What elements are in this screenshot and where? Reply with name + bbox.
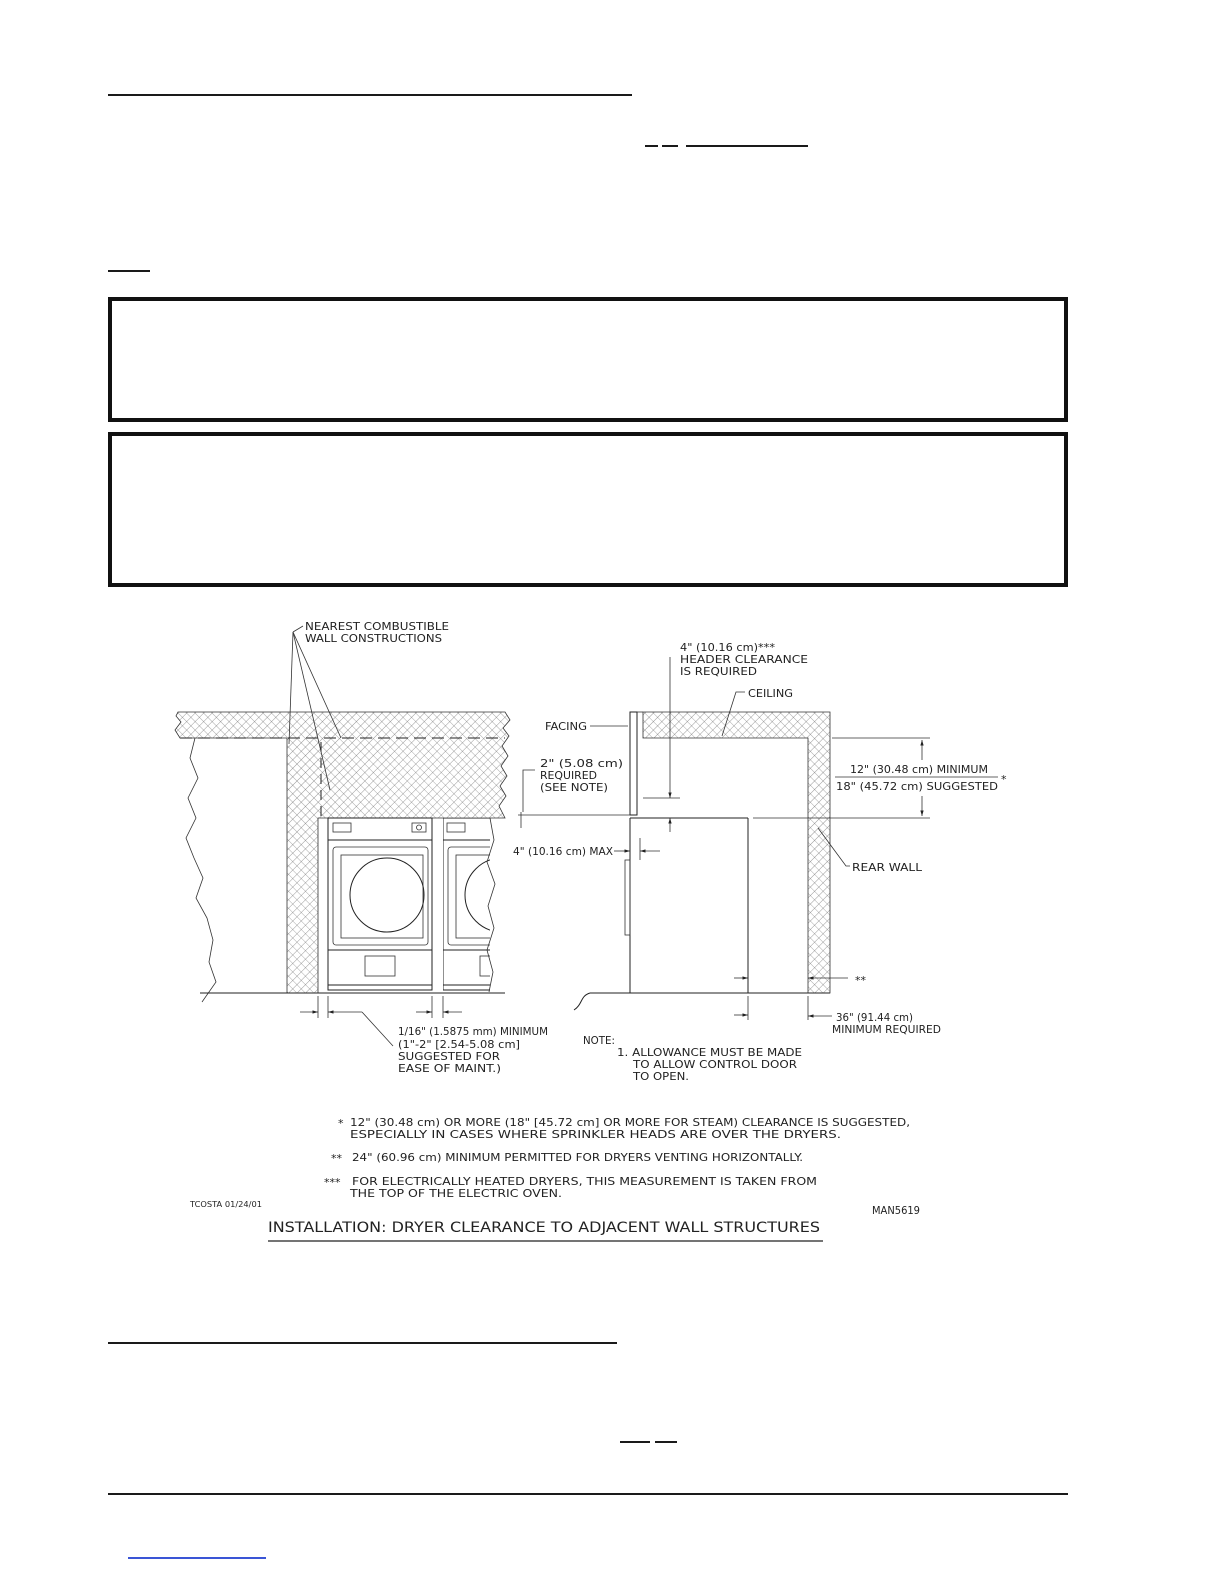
figure-caption: INSTALLATION: DRYER CLEARANCE TO ADJACENT WALL STRUCTURES [268, 1220, 821, 1236]
rear-clearance-mark: ** [855, 974, 866, 987]
ceiling-and-side-wall-hatch [175, 712, 510, 993]
front-clearance-line1: 36" (91.44 cm) [836, 1011, 913, 1024]
footnote-2-line1: 24" (60.96 cm) MINIMUM PERMITTED FOR DRYERS VENTING HORIZONTALLY. [352, 1151, 803, 1164]
header-clearance-dimension [643, 657, 680, 832]
note-heading: NOTE: [583, 1034, 615, 1047]
note-line2: TO ALLOW CONTROL DOOR [631, 1058, 798, 1071]
drawing-number: MAN5619 [872, 1204, 920, 1217]
note-line1: 1. ALLOWANCE MUST BE MADE [617, 1046, 803, 1059]
footnote-3-line2: THE TOP OF THE ELECTRIC OVEN. [348, 1187, 562, 1200]
footnotes [324, 1116, 910, 1200]
header-clearance-line3: IS REQUIRED [680, 665, 757, 678]
side-gap-label-line2: (1"-2" [2.54-5.08 cm] [398, 1038, 520, 1051]
side-max-dimension [614, 838, 660, 860]
facing [630, 712, 637, 815]
side-gap-label-line4: EASE OF MAINT.) [398, 1062, 501, 1075]
facing-label: FACING [545, 720, 587, 733]
note-line3: TO OPEN. [631, 1070, 689, 1083]
side-max-label: 4" (10.16 cm) MAX [513, 845, 614, 858]
footnote-mark: ** [331, 1152, 342, 1165]
facing-gap-line3: (SEE NOTE) [540, 781, 608, 794]
top-clearance-dimension [753, 738, 998, 818]
front-clearance-line2: MINIMUM REQUIRED [832, 1023, 941, 1036]
dryer-door-icon [350, 858, 424, 932]
facing-gap-line2: REQUIRED [540, 769, 597, 782]
facing-gap-line1: 2" (5.08 cm) [540, 757, 623, 770]
side-gap-label-line3: SUGGESTED FOR [398, 1050, 501, 1063]
side-elevation [513, 641, 1007, 1083]
ceiling-and-rear-wall-hatch [643, 712, 830, 993]
side-gap-label-line1: 1/16" (1.5875 mm) MINIMUM [398, 1025, 548, 1038]
header-clearance-line2: HEADER CLEARANCE [680, 653, 809, 666]
ceiling-label: CEILING [748, 687, 793, 700]
control-door [625, 860, 630, 935]
dryer-front [328, 818, 432, 990]
footnote-1-line2: ESPECIALLY IN CASES WHERE SPRINKLER HEADS ARE OVER THE DRYERS. [350, 1128, 841, 1141]
break-line [186, 738, 216, 1002]
drafter-stamp: TCOSTA 01/24/01 [188, 1200, 262, 1209]
control-panel-icon [412, 823, 426, 832]
front-clearance-dimension [734, 996, 832, 1020]
floor-line [574, 993, 830, 1010]
footnote-mark: * [338, 1117, 344, 1130]
combustible-label-line2: WALL CONSTRUCTIONS [305, 632, 443, 645]
rear-wall-label: REAR WALL [852, 861, 923, 874]
dryer-side-view [625, 818, 748, 993]
front-elevation [175, 620, 548, 1075]
footnote-mark: *** [324, 1176, 341, 1189]
footnote-1-line1: 12" (30.48 cm) OR MORE (18" [45.72 cm] OR MORE FOR STEAM) CLEARANCE IS SUGGESTED, [350, 1116, 910, 1129]
top-clearance-line2: 18" (45.72 cm) SUGGESTED [836, 780, 998, 793]
top-clearance-mark: * [1001, 773, 1007, 786]
top-clearance-line1: 12" (30.48 cm) MINIMUM [850, 763, 988, 776]
footnote-3-line1: FOR ELECTRICALLY HEATED DRYERS, THIS MEASUREMENT IS TAKEN FROM [352, 1175, 817, 1188]
combustible-label-line1: NEAREST COMBUSTIBLE [305, 620, 450, 633]
header-clearance-line1: 4" (10.16 cm)*** [680, 641, 776, 654]
